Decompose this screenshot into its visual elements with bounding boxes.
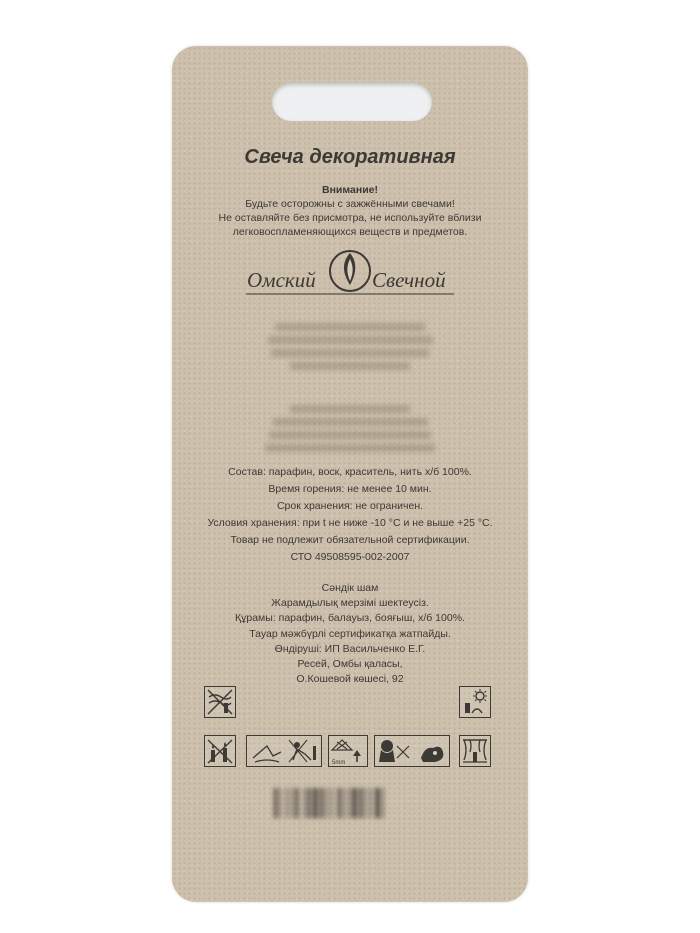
barcode-bar	[286, 788, 287, 818]
info-line: О.Кошевой көшесі, 92	[296, 673, 404, 686]
info-line: Тауар мәжбүрлі сертификатқа жатпайды.	[249, 627, 451, 640]
composition-info-kz	[172, 581, 528, 687]
barcode-bar	[320, 788, 323, 818]
candle-package-card	[172, 46, 528, 902]
warning-line: легковоспламеняющихся веществ и предметов.	[232, 226, 468, 238]
composition-info-ru	[172, 464, 528, 566]
candle-distance-icon	[328, 735, 368, 767]
warning-line: Не оставляйте без присмотра, не используйте вблизи	[218, 212, 482, 224]
barcode-bar	[313, 788, 317, 818]
info-line: Срок хранения: не ограничен.	[276, 500, 424, 512]
barcode-bar	[279, 788, 280, 818]
info-line: Ресей, Омбы қаласы,	[297, 658, 403, 671]
warning-heading: Внимание!	[322, 184, 378, 196]
logo-word-right: Свечной	[372, 268, 446, 292]
distance-label: 5mm	[332, 760, 346, 766]
barcode-bar	[304, 788, 305, 818]
info-line: Время горения: не менее 10 мин.	[268, 483, 432, 495]
info-line: Товар не подлежит обязательной сертификации.	[230, 534, 470, 546]
barcode-bar	[331, 788, 332, 818]
logo-word-left: Омский	[247, 268, 316, 292]
barcode-bar	[325, 788, 326, 818]
info-line: СТО 49508595-002-2007	[290, 551, 410, 563]
barcode-bar	[308, 788, 311, 818]
info-line: Құрамы: парафин, балауыз, бояғыш, х/б 100%.	[235, 612, 465, 625]
barcode-bar	[365, 788, 366, 818]
no-sleep-icon	[246, 735, 322, 767]
barcode-bar	[292, 788, 293, 818]
info-line: Состав: парафин, воск, краситель, нить х/б 100%.	[228, 466, 472, 478]
warning-line: Будьте осторожны с зажжёнными свечами!	[245, 198, 455, 210]
info-line: Өндіруші: ИП Васильченко Е.Г.	[274, 642, 426, 655]
no-wind-icon	[204, 686, 236, 718]
info-line: Сәндік шам	[321, 582, 379, 594]
no-pets-icon	[374, 735, 450, 767]
barcode-bar	[338, 788, 341, 818]
blurred-address-block	[257, 318, 443, 375]
brand-logo	[242, 241, 458, 301]
barcode-bar	[352, 788, 356, 818]
no-curtains-icon	[459, 735, 491, 767]
barcode-bar	[370, 788, 371, 818]
warning-block	[182, 183, 518, 239]
info-line: Условия хранения: при t не ниже -10 °С и не выше +25 °С.	[207, 517, 493, 529]
barcode-blurred	[268, 784, 430, 826]
barcode-bar	[296, 788, 299, 818]
hang-hole	[272, 83, 432, 121]
barcode-bar	[348, 788, 349, 818]
product-title: Свеча декоративная	[244, 146, 456, 168]
barcode-bar	[375, 788, 379, 818]
barcode-bar	[343, 788, 344, 818]
info-line: Жарамдылық мерзімі шектеусіз.	[271, 597, 429, 610]
sun-heat-icon	[459, 686, 491, 718]
blurred-contact-block	[257, 400, 443, 457]
no-fire-near-candles-icon	[204, 735, 236, 767]
barcode-bar	[359, 788, 362, 818]
barcode-bar	[382, 788, 383, 818]
barcode-bar	[274, 788, 277, 818]
